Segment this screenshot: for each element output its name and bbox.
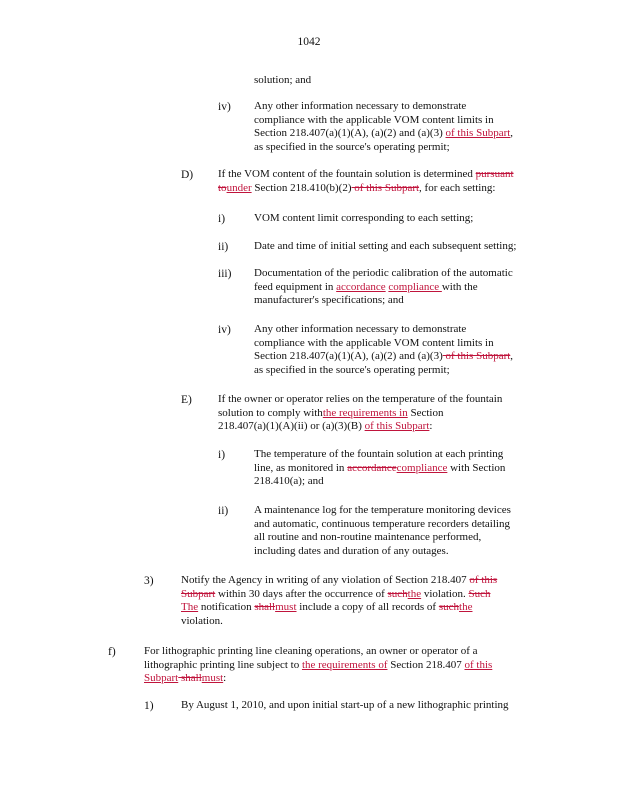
paragraph-D-iv: Any other information necessary to demonstrate compliance with the applicable VOM content limits in Section 218.407(a)(1)(A), (a)(2) and (a)(3) of this Subpart, as specified in the source's operating permit; [254,323,514,376]
item-label-E-ii: ii) [218,505,229,517]
page-number: 1042 [297,36,321,48]
item-label-D-iii: iii) [218,268,232,280]
item-label-D-i: i) [218,213,226,225]
item-label-1: 1) [144,700,154,712]
paragraph-E-ii: A maintenance log for the temperature monitoring devices and automatic, continuous temperature recorders detailing all routine and non-routine maintenance performed, including dates and duration of any outages. [254,504,511,557]
item-label-D-iv: iv) [218,324,231,336]
item-label-D-ii: ii) [218,241,229,253]
paragraph-E-i: The temperature of the fountain solution at each printing line, as monitored in accordancecompliance with Section 218.410(a); and [254,448,506,487]
continued-text: solution; and [254,74,312,86]
paragraph-D: If the VOM content of the fountain solution is determined pursuant tounder Section 218.410(b)(2) of this Subpart, for each setting: [218,168,514,194]
item-label-E: E) [181,394,192,406]
item-label-f: f) [108,646,116,658]
item-label-3: 3) [144,575,154,587]
paragraph-1: By August 1, 2010, and upon initial start-up of a new lithographic printing [181,699,509,711]
paragraph-E: If the owner or operator relies on the temperature of the fountain solution to comply withthe requirements in Section 218.407(a)(1)(A)(ii) or (a)(3)(B) of this Subpart: [218,393,503,432]
item-label-E-i: i) [218,449,226,461]
item-label-iv: iv) [218,101,231,113]
paragraph-iv-first: Any other information necessary to demonstrate compliance with the applicable VOM content limits in Section 218.407(a)(1)(A), (a)(2) and (a)(3) of this Subpart, as specified in the source's operating permit; [254,100,514,153]
paragraph-D-iii: Documentation of the periodic calibration of the automatic feed equipment in accordance compliance with the manufacturer's specifications; and [254,267,513,306]
paragraph-f: For lithographic printing line cleaning operations, an owner or operator of a lithographic printing line subject to the requirements of Section 218.407 of this Subpart shallmust: [144,645,493,684]
paragraph-D-ii: Date and time of initial setting and each subsequent setting; [254,240,517,252]
paragraph-3: Notify the Agency in writing of any violation of Section 218.407 of this Subpart within 30 days after the occurrence of suchthe violation. Such The notification shallmust include a copy of all records of suchthe violation. [181,574,498,627]
paragraph-D-i: VOM content limit corresponding to each setting; [254,212,474,224]
item-label-D: D) [181,169,194,181]
